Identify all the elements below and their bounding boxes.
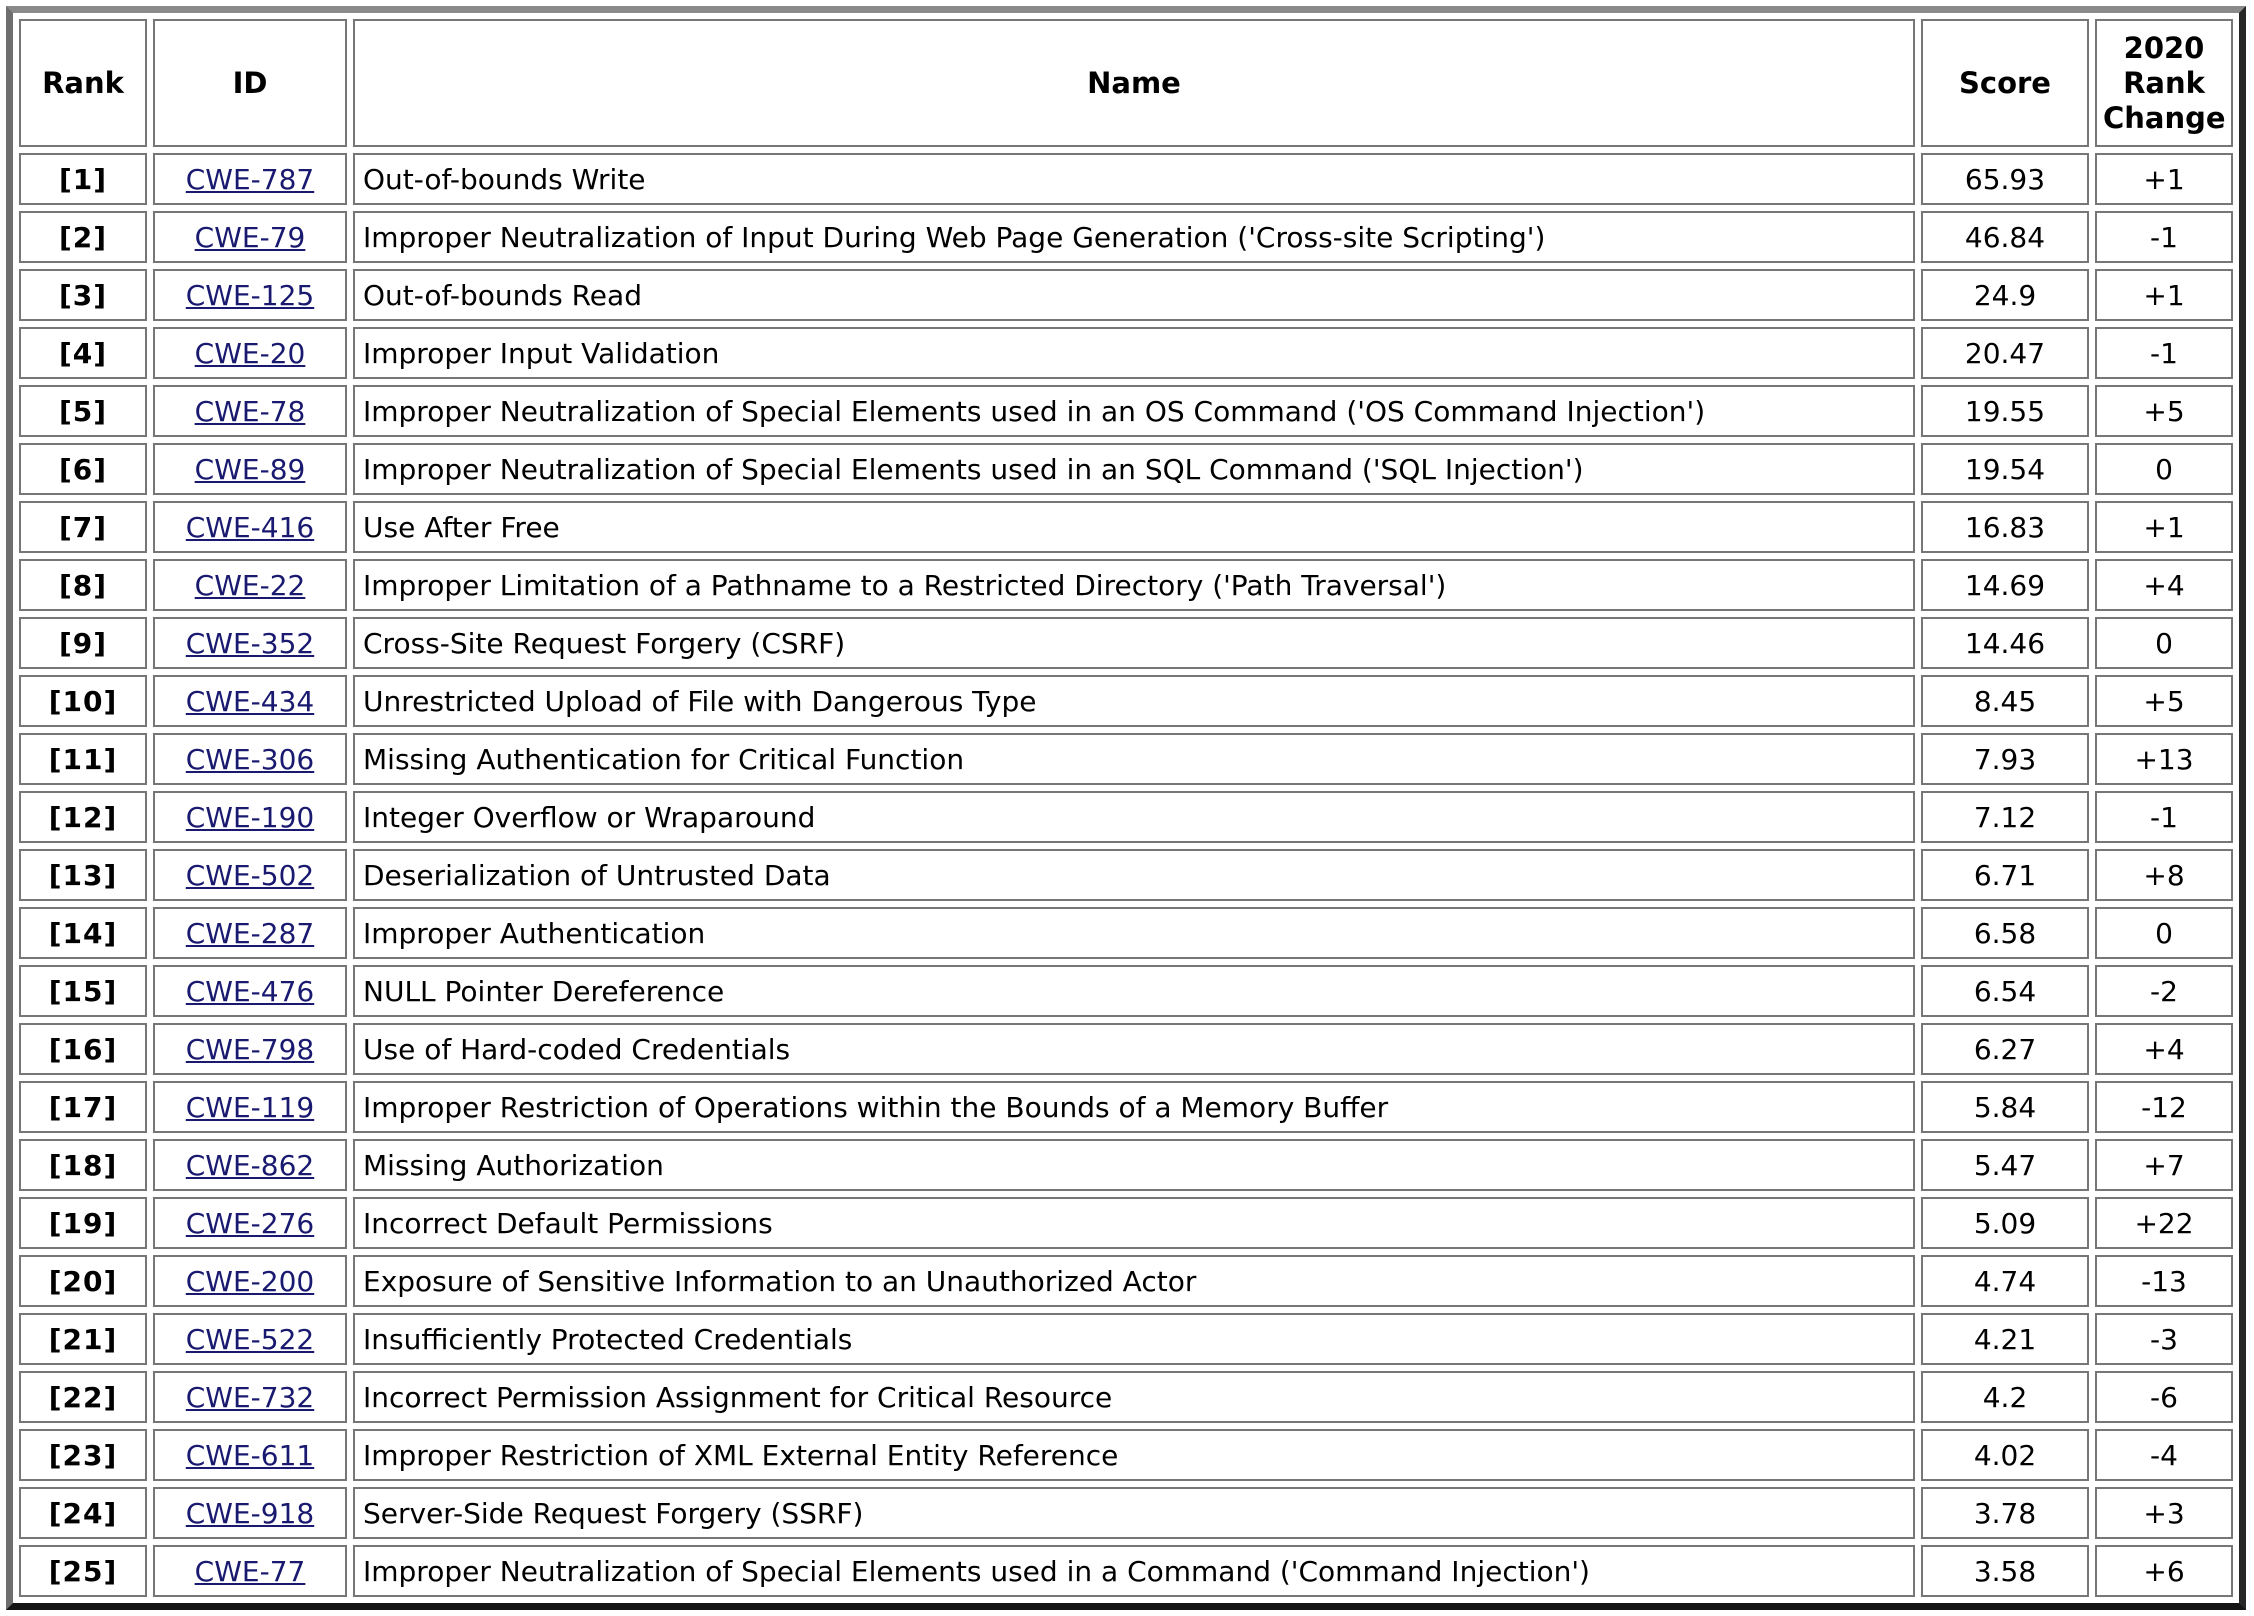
name-cell: Missing Authentication for Critical Function: [353, 733, 1915, 785]
cwe-id-link[interactable]: CWE-502: [185, 858, 315, 892]
rank-change-cell: +1: [2095, 269, 2233, 321]
id-cell: [153, 1371, 347, 1423]
name-cell: Improper Neutralization of Special Elements used in a Command ('Command Injection'): [353, 1545, 1915, 1597]
rank-cell: [3]: [19, 269, 147, 321]
name-cell: Deserialization of Untrusted Data: [353, 849, 1915, 901]
name-cell: Out-of-bounds Read: [353, 269, 1915, 321]
rank-cell: [22]: [19, 1371, 147, 1423]
rank-cell: [20]: [19, 1255, 147, 1307]
name-cell: Improper Neutralization of Special Elements used in an OS Command ('OS Command Injection'): [353, 385, 1915, 437]
rank-change-cell: +5: [2095, 385, 2233, 437]
header-rank-change: 2020 Rank Change: [2095, 19, 2233, 147]
rank-cell: [19]: [19, 1197, 147, 1249]
cwe-id-link[interactable]: CWE-119: [185, 1090, 315, 1124]
id-cell: [153, 849, 347, 901]
cwe-id-link[interactable]: CWE-352: [185, 626, 315, 660]
rank-change-cell: +3: [2095, 1487, 2233, 1539]
table-row: [19, 1197, 2233, 1249]
rank-change-cell: +13: [2095, 733, 2233, 785]
table-row: [19, 559, 2233, 611]
cwe-id-link[interactable]: CWE-125: [185, 278, 315, 312]
rank-change-cell: -4: [2095, 1429, 2233, 1481]
name-cell: Improper Authentication: [353, 907, 1915, 959]
rank-change-cell: +4: [2095, 1023, 2233, 1075]
header-row: [19, 19, 2233, 147]
rank-change-cell: +4: [2095, 559, 2233, 611]
name-cell: Improper Neutralization of Special Elements used in an SQL Command ('SQL Injection'): [353, 443, 1915, 495]
name-cell: Exposure of Sensitive Information to an Unauthorized Actor: [353, 1255, 1915, 1307]
rank-change-cell: 0: [2095, 443, 2233, 495]
name-cell: Improper Neutralization of Input During Web Page Generation ('Cross-site Scripting'): [353, 211, 1915, 263]
name-cell: Out-of-bounds Write: [353, 153, 1915, 205]
table-row: [19, 1023, 2233, 1075]
rank-cell: [13]: [19, 849, 147, 901]
rank-change-cell: +22: [2095, 1197, 2233, 1249]
cwe-id-link[interactable]: CWE-22: [194, 568, 306, 602]
id-cell: [153, 269, 347, 321]
rank-change-cell: -1: [2095, 211, 2233, 263]
cwe-id-link[interactable]: CWE-79: [194, 220, 306, 254]
header-id: ID: [153, 19, 347, 147]
name-cell: Improper Restriction of XML External Entity Reference: [353, 1429, 1915, 1481]
name-cell: Unrestricted Upload of File with Dangerous Type: [353, 675, 1915, 727]
id-cell: [153, 965, 347, 1017]
rank-cell: [17]: [19, 1081, 147, 1133]
rank-change-cell: -12: [2095, 1081, 2233, 1133]
rank-cell: [18]: [19, 1139, 147, 1191]
name-cell: Insufficiently Protected Credentials: [353, 1313, 1915, 1365]
score-cell: 20.47: [1921, 327, 2089, 379]
score-cell: 5.84: [1921, 1081, 2089, 1133]
rank-cell: [14]: [19, 907, 147, 959]
score-cell: 8.45: [1921, 675, 2089, 727]
rank-change-cell: -13: [2095, 1255, 2233, 1307]
id-cell: [153, 1197, 347, 1249]
rank-change-cell: -2: [2095, 965, 2233, 1017]
table-row: [19, 617, 2233, 669]
score-cell: 3.58: [1921, 1545, 2089, 1597]
rank-change-cell: -3: [2095, 1313, 2233, 1365]
rank-cell: [12]: [19, 791, 147, 843]
table-row: [19, 327, 2233, 379]
header-score: Score: [1921, 19, 2089, 147]
id-cell: [153, 733, 347, 785]
table-row: [19, 1139, 2233, 1191]
table-header: [19, 19, 2233, 147]
rank-cell: [15]: [19, 965, 147, 1017]
score-cell: 3.78: [1921, 1487, 2089, 1539]
table-row: [19, 791, 2233, 843]
rank-cell: [4]: [19, 327, 147, 379]
id-cell: [153, 1545, 347, 1597]
cwe-id-link[interactable]: CWE-862: [185, 1148, 315, 1182]
score-cell: 5.09: [1921, 1197, 2089, 1249]
cwe-id-link[interactable]: CWE-434: [185, 684, 315, 718]
rank-cell: [1]: [19, 153, 147, 205]
score-cell: 4.2: [1921, 1371, 2089, 1423]
rank-cell: [6]: [19, 443, 147, 495]
cwe-top25-table: [6, 6, 2246, 1610]
id-cell: [153, 385, 347, 437]
score-cell: 19.54: [1921, 443, 2089, 495]
rank-change-cell: 0: [2095, 617, 2233, 669]
score-cell: 19.55: [1921, 385, 2089, 437]
cwe-id-link[interactable]: CWE-200: [185, 1264, 315, 1298]
table-row: [19, 153, 2233, 205]
id-cell: [153, 1313, 347, 1365]
table-row: [19, 1429, 2233, 1481]
id-cell: [153, 443, 347, 495]
score-cell: 4.02: [1921, 1429, 2089, 1481]
score-cell: 4.74: [1921, 1255, 2089, 1307]
score-cell: 4.21: [1921, 1313, 2089, 1365]
score-cell: 7.12: [1921, 791, 2089, 843]
id-cell: [153, 791, 347, 843]
table-row: [19, 1313, 2233, 1365]
table-row: [19, 965, 2233, 1017]
score-cell: 6.71: [1921, 849, 2089, 901]
score-cell: 46.84: [1921, 211, 2089, 263]
id-cell: [153, 1255, 347, 1307]
name-cell: Cross-Site Request Forgery (CSRF): [353, 617, 1915, 669]
rank-cell: [8]: [19, 559, 147, 611]
cwe-id-link[interactable]: CWE-732: [185, 1380, 315, 1414]
name-cell: Integer Overflow or Wraparound: [353, 791, 1915, 843]
cwe-id-link[interactable]: CWE-276: [185, 1206, 315, 1240]
name-cell: Missing Authorization: [353, 1139, 1915, 1191]
header-rank: Rank: [19, 19, 147, 147]
table-row: [19, 733, 2233, 785]
rank-change-cell: +5: [2095, 675, 2233, 727]
cwe-id-link[interactable]: CWE-476: [185, 974, 315, 1008]
table-row: [19, 269, 2233, 321]
name-cell: Improper Limitation of a Pathname to a Restricted Directory ('Path Traversal'): [353, 559, 1915, 611]
header-name: Name: [353, 19, 1915, 147]
id-cell: [153, 1429, 347, 1481]
cwe-id-link[interactable]: CWE-306: [185, 742, 315, 776]
id-cell: [153, 153, 347, 205]
name-cell: Incorrect Permission Assignment for Critical Resource: [353, 1371, 1915, 1423]
table-row: [19, 1371, 2233, 1423]
cwe-id-link[interactable]: CWE-20: [194, 336, 306, 370]
rank-cell: [10]: [19, 675, 147, 727]
cwe-id-link[interactable]: CWE-77: [194, 1554, 306, 1588]
cwe-id-link[interactable]: CWE-611: [185, 1438, 315, 1472]
cwe-id-link[interactable]: CWE-190: [185, 800, 315, 834]
rank-change-cell: +1: [2095, 153, 2233, 205]
cwe-id-link[interactable]: CWE-416: [185, 510, 315, 544]
score-cell: 6.27: [1921, 1023, 2089, 1075]
name-cell: Use of Hard-coded Credentials: [353, 1023, 1915, 1075]
score-cell: 5.47: [1921, 1139, 2089, 1191]
rank-cell: [9]: [19, 617, 147, 669]
table-row: [19, 443, 2233, 495]
name-cell: Use After Free: [353, 501, 1915, 553]
name-cell: Server-Side Request Forgery (SSRF): [353, 1487, 1915, 1539]
score-cell: 7.93: [1921, 733, 2089, 785]
rank-change-cell: -1: [2095, 791, 2233, 843]
table-row: [19, 1545, 2233, 1597]
rank-cell: [11]: [19, 733, 147, 785]
table-row: [19, 1255, 2233, 1307]
id-cell: [153, 1023, 347, 1075]
rank-cell: [25]: [19, 1545, 147, 1597]
name-cell: NULL Pointer Dereference: [353, 965, 1915, 1017]
table-row: [19, 1081, 2233, 1133]
table-row: [19, 675, 2233, 727]
rank-cell: [5]: [19, 385, 147, 437]
score-cell: 16.83: [1921, 501, 2089, 553]
rank-cell: [16]: [19, 1023, 147, 1075]
score-cell: 6.58: [1921, 907, 2089, 959]
id-cell: [153, 617, 347, 669]
score-cell: 14.69: [1921, 559, 2089, 611]
cwe-id-link[interactable]: CWE-89: [194, 452, 306, 486]
name-cell: Improper Input Validation: [353, 327, 1915, 379]
rank-change-cell: -1: [2095, 327, 2233, 379]
rank-cell: [21]: [19, 1313, 147, 1365]
id-cell: [153, 1139, 347, 1191]
name-cell: Incorrect Default Permissions: [353, 1197, 1915, 1249]
id-cell: [153, 327, 347, 379]
id-cell: [153, 907, 347, 959]
table-row: [19, 385, 2233, 437]
rank-change-cell: 0: [2095, 907, 2233, 959]
id-cell: [153, 1081, 347, 1133]
table-row: [19, 907, 2233, 959]
rank-change-cell: +8: [2095, 849, 2233, 901]
id-cell: [153, 501, 347, 553]
rank-change-cell: +6: [2095, 1545, 2233, 1597]
rank-change-cell: +1: [2095, 501, 2233, 553]
score-cell: 14.46: [1921, 617, 2089, 669]
cwe-id-link[interactable]: CWE-287: [185, 916, 315, 950]
rank-cell: [23]: [19, 1429, 147, 1481]
rank-cell: [2]: [19, 211, 147, 263]
rank-cell: [24]: [19, 1487, 147, 1539]
cwe-id-link[interactable]: CWE-798: [185, 1032, 315, 1066]
id-cell: [153, 559, 347, 611]
cwe-id-link[interactable]: CWE-78: [194, 394, 306, 428]
cwe-table-body: [19, 153, 2233, 1597]
score-cell: 65.93: [1921, 153, 2089, 205]
table-row: [19, 501, 2233, 553]
rank-change-cell: +7: [2095, 1139, 2233, 1191]
name-cell: Improper Restriction of Operations within the Bounds of a Memory Buffer: [353, 1081, 1915, 1133]
table-row: [19, 211, 2233, 263]
table-row: [19, 849, 2233, 901]
rank-change-cell: -6: [2095, 1371, 2233, 1423]
cwe-id-link[interactable]: CWE-522: [185, 1322, 315, 1356]
cwe-id-link[interactable]: CWE-787: [185, 162, 315, 196]
cwe-id-link[interactable]: CWE-918: [185, 1496, 315, 1530]
id-cell: [153, 675, 347, 727]
score-cell: 24.9: [1921, 269, 2089, 321]
rank-cell: [7]: [19, 501, 147, 553]
score-cell: 6.54: [1921, 965, 2089, 1017]
id-cell: [153, 211, 347, 263]
